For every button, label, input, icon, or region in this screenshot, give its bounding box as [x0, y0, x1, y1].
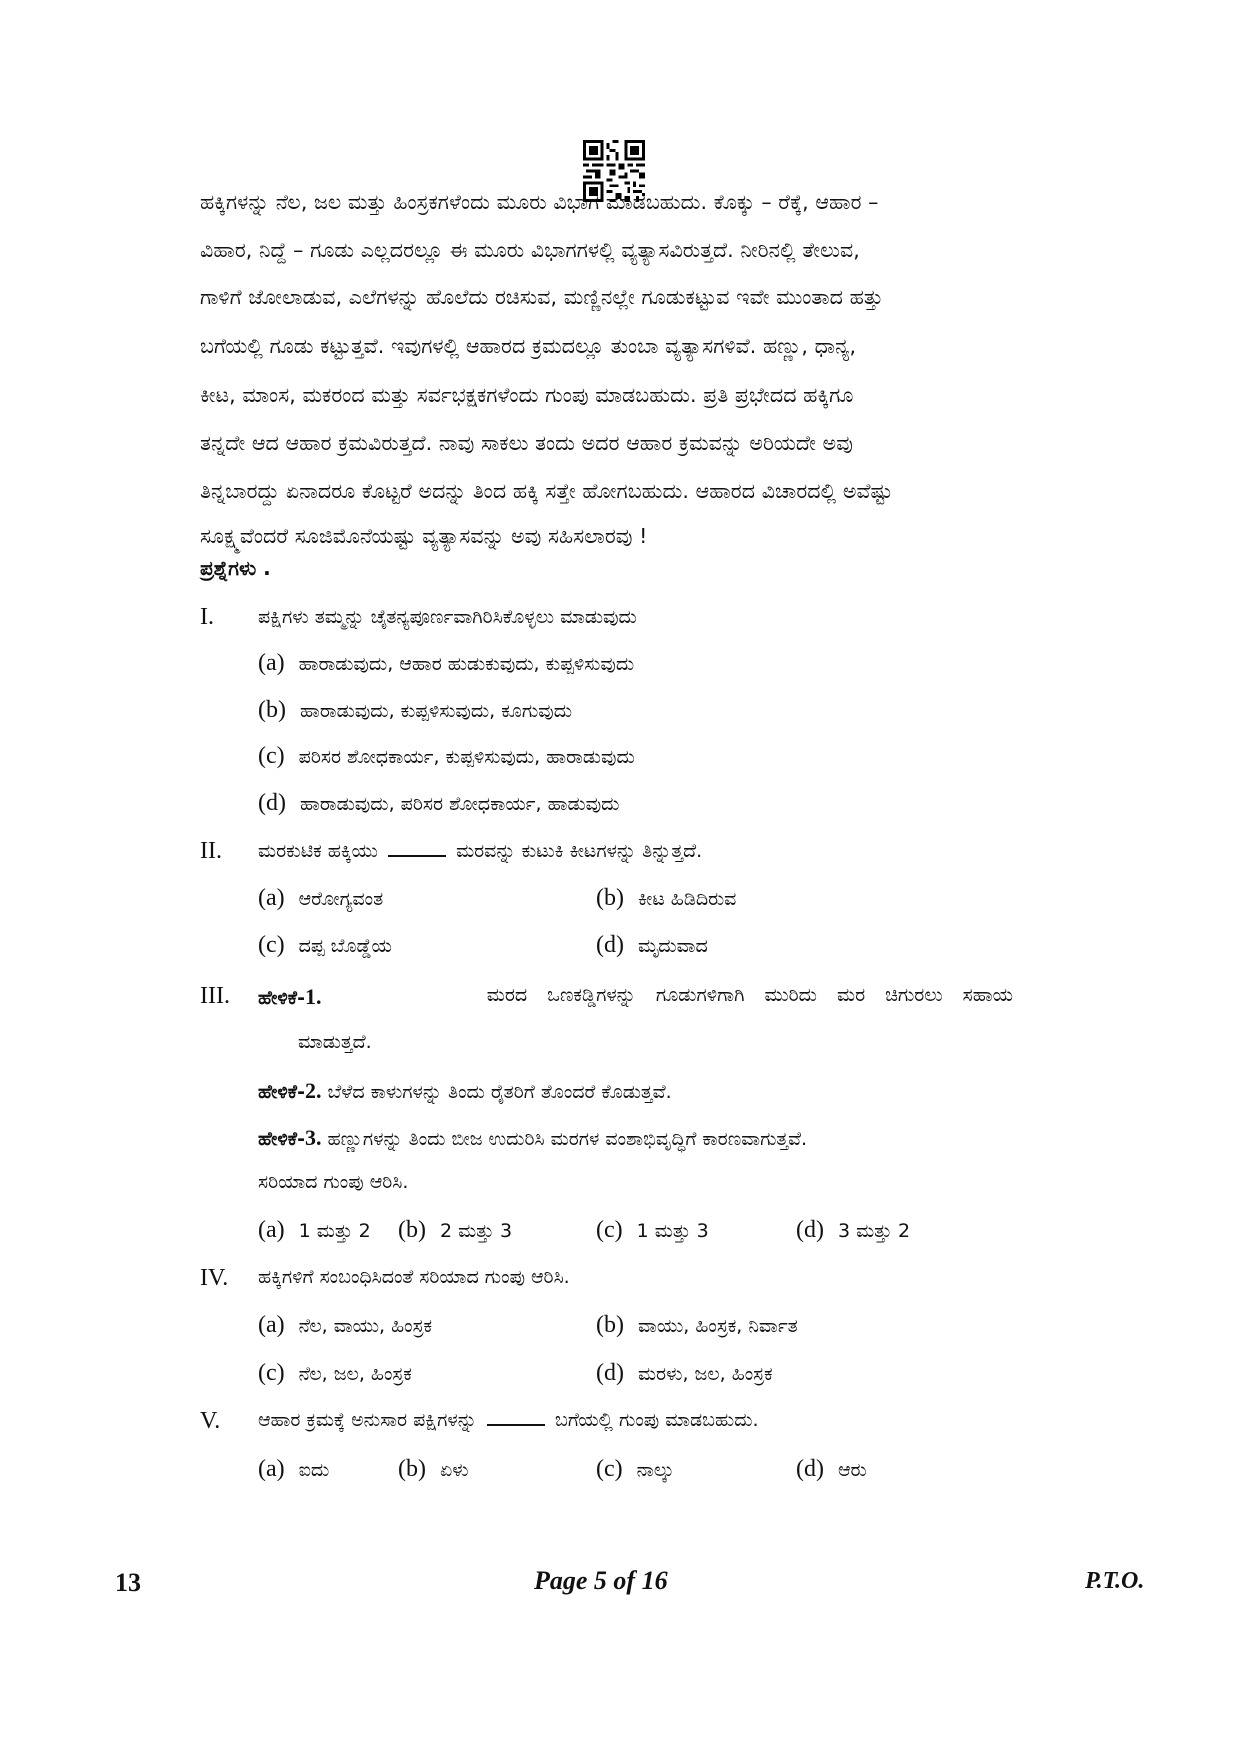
statement-text: ಹಣ್ಣುಗಳನ್ನು ತಿಂದು ಬೀಜ ಉದುರಿಸಿ ಮರಗಳ ವಂಶಾಭಿವೃದ್ಧಿಗೆ ಕಾರಣವಾಗುತ್ತವೆ. [327, 1128, 808, 1150]
option-text: ಏಳು [439, 1459, 469, 1481]
option-d[interactable] [796, 1456, 867, 1483]
option-label: (b) [596, 885, 624, 911]
option-label: (c) [596, 1217, 623, 1243]
option-text: 3 ಮತ್ತು 2 [837, 1220, 911, 1242]
option-label: (d) [796, 1456, 824, 1482]
option-c[interactable] [258, 743, 635, 770]
passage-line: ತನ್ನದೇ ಆದ ಆಹಾರ ಕ್ರಮವಿರುತ್ತದೆ. ನಾವು ಸಾಕಲು ತಂದು ಅದರ ಆಹಾರ ಕ್ರಮವನ್ನು ಅರಿಯದೇ ಅವು [200, 431, 854, 455]
option-label: (b) [398, 1217, 426, 1243]
passage-line: ಕೀಟ, ಮಾಂಸ, ಮಕರಂದ ಮತ್ತು ಸರ್ವಭಕ್ಷಕಗಳೆಂದು ಗುಂಪು ಮಾಡಬಹುದು. ಪ್ರತಿ ಪ್ರಭೇದದ ಹಕ್ಕಿಗೂ [200, 383, 854, 407]
option-text: ಕೀಟ ಹಿಡಿದಿರುವ [637, 888, 737, 910]
passage-line: ಸೂಕ್ಷ್ಮವೆಂದರೆ ಸೂಜಿಮೊನೆಯಷ್ಟು ವ್ಯತ್ಯಾಸವನ್ನು ಅವು ಸಹಿಸಲಾರವು ! [200, 524, 648, 548]
question-text: ಹಕ್ಕಿಗಳಿಗೆ ಸಂಬಂಧಿಸಿದಂತೆ ಸರಿಯಾದ ಗುಂಪು ಆರಿಸಿ. [258, 1266, 570, 1288]
question-text-after: ಬಗೆಯಲ್ಲಿ ಗುಂಪು ಮಾಡಬಹುದು. [554, 1409, 759, 1431]
statement-label: ಹೇಳಿಕೆ- [258, 1081, 305, 1103]
option-a[interactable] [258, 1217, 371, 1244]
paper-code: 13 [115, 1568, 141, 1597]
question-number: V. [200, 1408, 221, 1434]
option-text: ನೆಲ, ಜಲ, ಹಿಂಸ್ರಕ [298, 1363, 412, 1385]
option-label: (a) [258, 1217, 285, 1243]
statement-2 [258, 1078, 672, 1104]
option-label: (c) [258, 932, 285, 958]
passage-line: ತಿನ್ನಬಾರದ್ದು ಏನಾದರೂ ಕೊಟ್ಟರೆ ಅದನ್ನು ತಿಂದ ಹಕ್ಕಿ ಸತ್ತೇ ಹೋಗಬಹುದು. ಆಹಾರದ ವಿಚಾರದಲ್ಲಿ ಅವೆಷ್ಟು [200, 479, 893, 503]
option-text: ದಪ್ಪ ಬೊಡ್ಡೆಯ [298, 935, 392, 957]
option-text: ನಾಲ್ಕು [636, 1459, 675, 1481]
statement-3 [258, 1125, 807, 1151]
statement-label: ಹೇಳಿಕೆ- [258, 1128, 305, 1150]
option-d[interactable] [796, 1217, 910, 1244]
passage-line: ಗಾಳಿಗೆ ಜೋಲಾಡುವ, ಎಲೆಗಳನ್ನು ಹೊಲೆದು ರಚಿಸುವ, ಮಣ್ಣಿನಲ್ಲೇ ಗೂಡುಕಟ್ಟುವ ಇವೇ ಮುಂತಾದ ಹತ್ತು [200, 285, 884, 309]
option-label: (d) [258, 790, 286, 816]
option-b[interactable] [398, 1217, 512, 1244]
statement-1-continuation: ಮಾಡುತ್ತದೆ. [298, 1031, 372, 1053]
option-b[interactable] [258, 697, 572, 724]
option-label: (d) [596, 932, 624, 958]
option-text: ಹಾರಾಡುವುದು, ಆಹಾರ ಹುಡುಕುವುದು, ಕುಪ್ಪಳಿಸುವುದು [298, 653, 635, 675]
question-instruction: ಸರಿಯಾದ ಗುಂಪು ಆರಿಸಿ. [258, 1171, 409, 1193]
option-d[interactable] [596, 932, 708, 959]
option-b[interactable] [596, 885, 736, 912]
option-text: ಪರಿಸರ ಶೋಧಕಾರ್ಯ, ಕುಪ್ಪಳಿಸುವುದು, ಹಾರಾಡುವುದು [298, 746, 635, 768]
option-label: (d) [796, 1217, 824, 1243]
statement-number: 2. [304, 1078, 322, 1103]
question-text: ಪಕ್ಷಿಗಳು ತಮ್ಮನ್ನು ಚೈತನ್ಯಪೂರ್ಣವಾಗಿರಿಸಿಕೊಳ್ಳಲು ಮಾಡುವುದು [258, 606, 637, 628]
option-text: ಮೃದುವಾದ [637, 935, 708, 957]
question-text-before: ಆಹಾರ ಕ್ರಮಕ್ಕೆ ಅನುಸಾರ ಪಕ್ಷಿಗಳನ್ನು [258, 1409, 477, 1431]
option-text: ಹಾರಾಡುವುದು, ಪರಿಸರ ಶೋಧಕಾರ್ಯ, ಹಾಡುವುದು [299, 793, 620, 815]
option-b[interactable] [596, 1312, 798, 1339]
option-text: ನೆಲ, ವಾಯು, ಹಿಂಸ್ರಕ [298, 1315, 433, 1337]
option-label: (b) [398, 1456, 426, 1482]
option-c[interactable] [596, 1217, 709, 1244]
option-a[interactable] [258, 1456, 329, 1483]
statement-number: 1. [304, 984, 322, 1009]
question-text [258, 1409, 759, 1431]
question-number: II. [200, 838, 222, 864]
option-label: (c) [258, 743, 285, 769]
option-a[interactable] [258, 885, 383, 912]
option-label: (c) [258, 1360, 285, 1386]
passage-line: ಹಕ್ಕಿಗಳನ್ನು ನೆಲ, ಜಲ ಮತ್ತು ಹಿಂಸ್ರಕಗಳೆಂದು ಮೂರು ವಿಭಾಗ ಮಾಡಬಹುದು. ಕೊಕ್ಕು – ರೆಕ್ಕೆ, ಆಹಾರ – [200, 190, 879, 214]
option-d[interactable] [258, 790, 619, 817]
option-label: (a) [258, 885, 285, 911]
statement-label: ಹೇಳಿಕೆ- [258, 987, 305, 1009]
option-text: ವಾಯು, ಹಿಂಸ್ರಕ, ನಿರ್ವಾತ [637, 1315, 798, 1337]
question-text [258, 840, 702, 862]
statement-text: ಬೆಳೆದ ಕಾಳುಗಳನ್ನು ತಿಂದು ರೈತರಿಗೆ ತೊಂದರೆ ಕೊಡುತ್ತವೆ. [327, 1081, 672, 1103]
option-label: (d) [596, 1360, 624, 1386]
please-turn-over: P.T.O. [1085, 1568, 1145, 1594]
option-text: 2 ಮತ್ತು 3 [439, 1220, 513, 1242]
option-text: ಹಾರಾಡುವುದು, ಕುಪ್ಪಳಿಸುವುದು, ಕೂಗುವುದು [299, 700, 573, 722]
option-label: (c) [596, 1456, 623, 1482]
passage-line: ಬಗೆಯಲ್ಲಿ ಗೂಡು ಕಟ್ಟುತ್ತವೆ. ಇವುಗಳಲ್ಲಿ ಆಹಾರದ ಕ್ರಮದಲ್ಲೂ ತುಂಬಾ ವ್ಯತ್ಯಾಸಗಳಿವೆ. ಹಣ್ಣು, ಧಾನ್ಯ, [200, 334, 857, 358]
option-label: (a) [258, 650, 285, 676]
fill-in-blank [388, 841, 446, 857]
option-label: (b) [258, 697, 286, 723]
option-label: (a) [258, 1456, 285, 1482]
option-c[interactable] [596, 1456, 674, 1483]
option-text: 1 ಮತ್ತು 2 [298, 1220, 371, 1242]
fill-in-blank [487, 1410, 545, 1426]
option-text: ಮರಳು, ಜಲ, ಹಿಂಸ್ರಕ [637, 1363, 773, 1385]
option-label: (a) [258, 1312, 285, 1338]
statement-number: 3. [304, 1125, 322, 1150]
question-number: IV. [200, 1265, 229, 1291]
option-label: (b) [596, 1312, 624, 1338]
option-a[interactable] [258, 650, 634, 677]
statement-1 [258, 984, 1013, 1010]
option-c[interactable] [258, 932, 392, 959]
page-number: Page 5 of 16 [534, 1566, 668, 1595]
option-a[interactable] [258, 1312, 432, 1339]
question-text-before: ಮರಕುಟಿಕ ಹಕ್ಕಿಯು [258, 840, 378, 862]
option-d[interactable] [596, 1360, 773, 1387]
statement-text: ಮರದ ಒಣಕಡ್ಡಿಗಳನ್ನು ಗೂಡುಗಳಿಗಾಗಿ ಮುರಿದು ಮರ ಚಿಗುರಲು ಸಹಾಯ [486, 984, 1013, 1006]
option-text: ಆರೋಗ್ಯವಂತ [298, 888, 384, 910]
option-c[interactable] [258, 1360, 412, 1387]
question-number: III. [200, 983, 230, 1009]
option-text: ಆರು [837, 1459, 867, 1481]
question-number: I. [200, 604, 214, 630]
questions-heading: ಪ್ರಶ್ನೆಗಳು . [200, 556, 271, 580]
passage-line: ವಿಹಾರ, ನಿದ್ದೆ – ಗೂಡು ಎಲ್ಲದರಲ್ಲೂ ಈ ಮೂರು ವಿಭಾಗಗಳಲ್ಲಿ ವ್ಯತ್ಯಾಸವಿರುತ್ತದೆ. ನೀರಿನಲ್ಲಿ ತೇಲುವ, [200, 238, 860, 262]
question-text-after: ಮರವನ್ನು ಕುಟುಕಿ ಕೀಟಗಳನ್ನು ತಿನ್ನುತ್ತದೆ. [456, 840, 703, 862]
option-text: 1 ಮತ್ತು 3 [636, 1220, 709, 1242]
option-text: ಐದು [298, 1459, 330, 1481]
option-b[interactable] [398, 1456, 469, 1483]
